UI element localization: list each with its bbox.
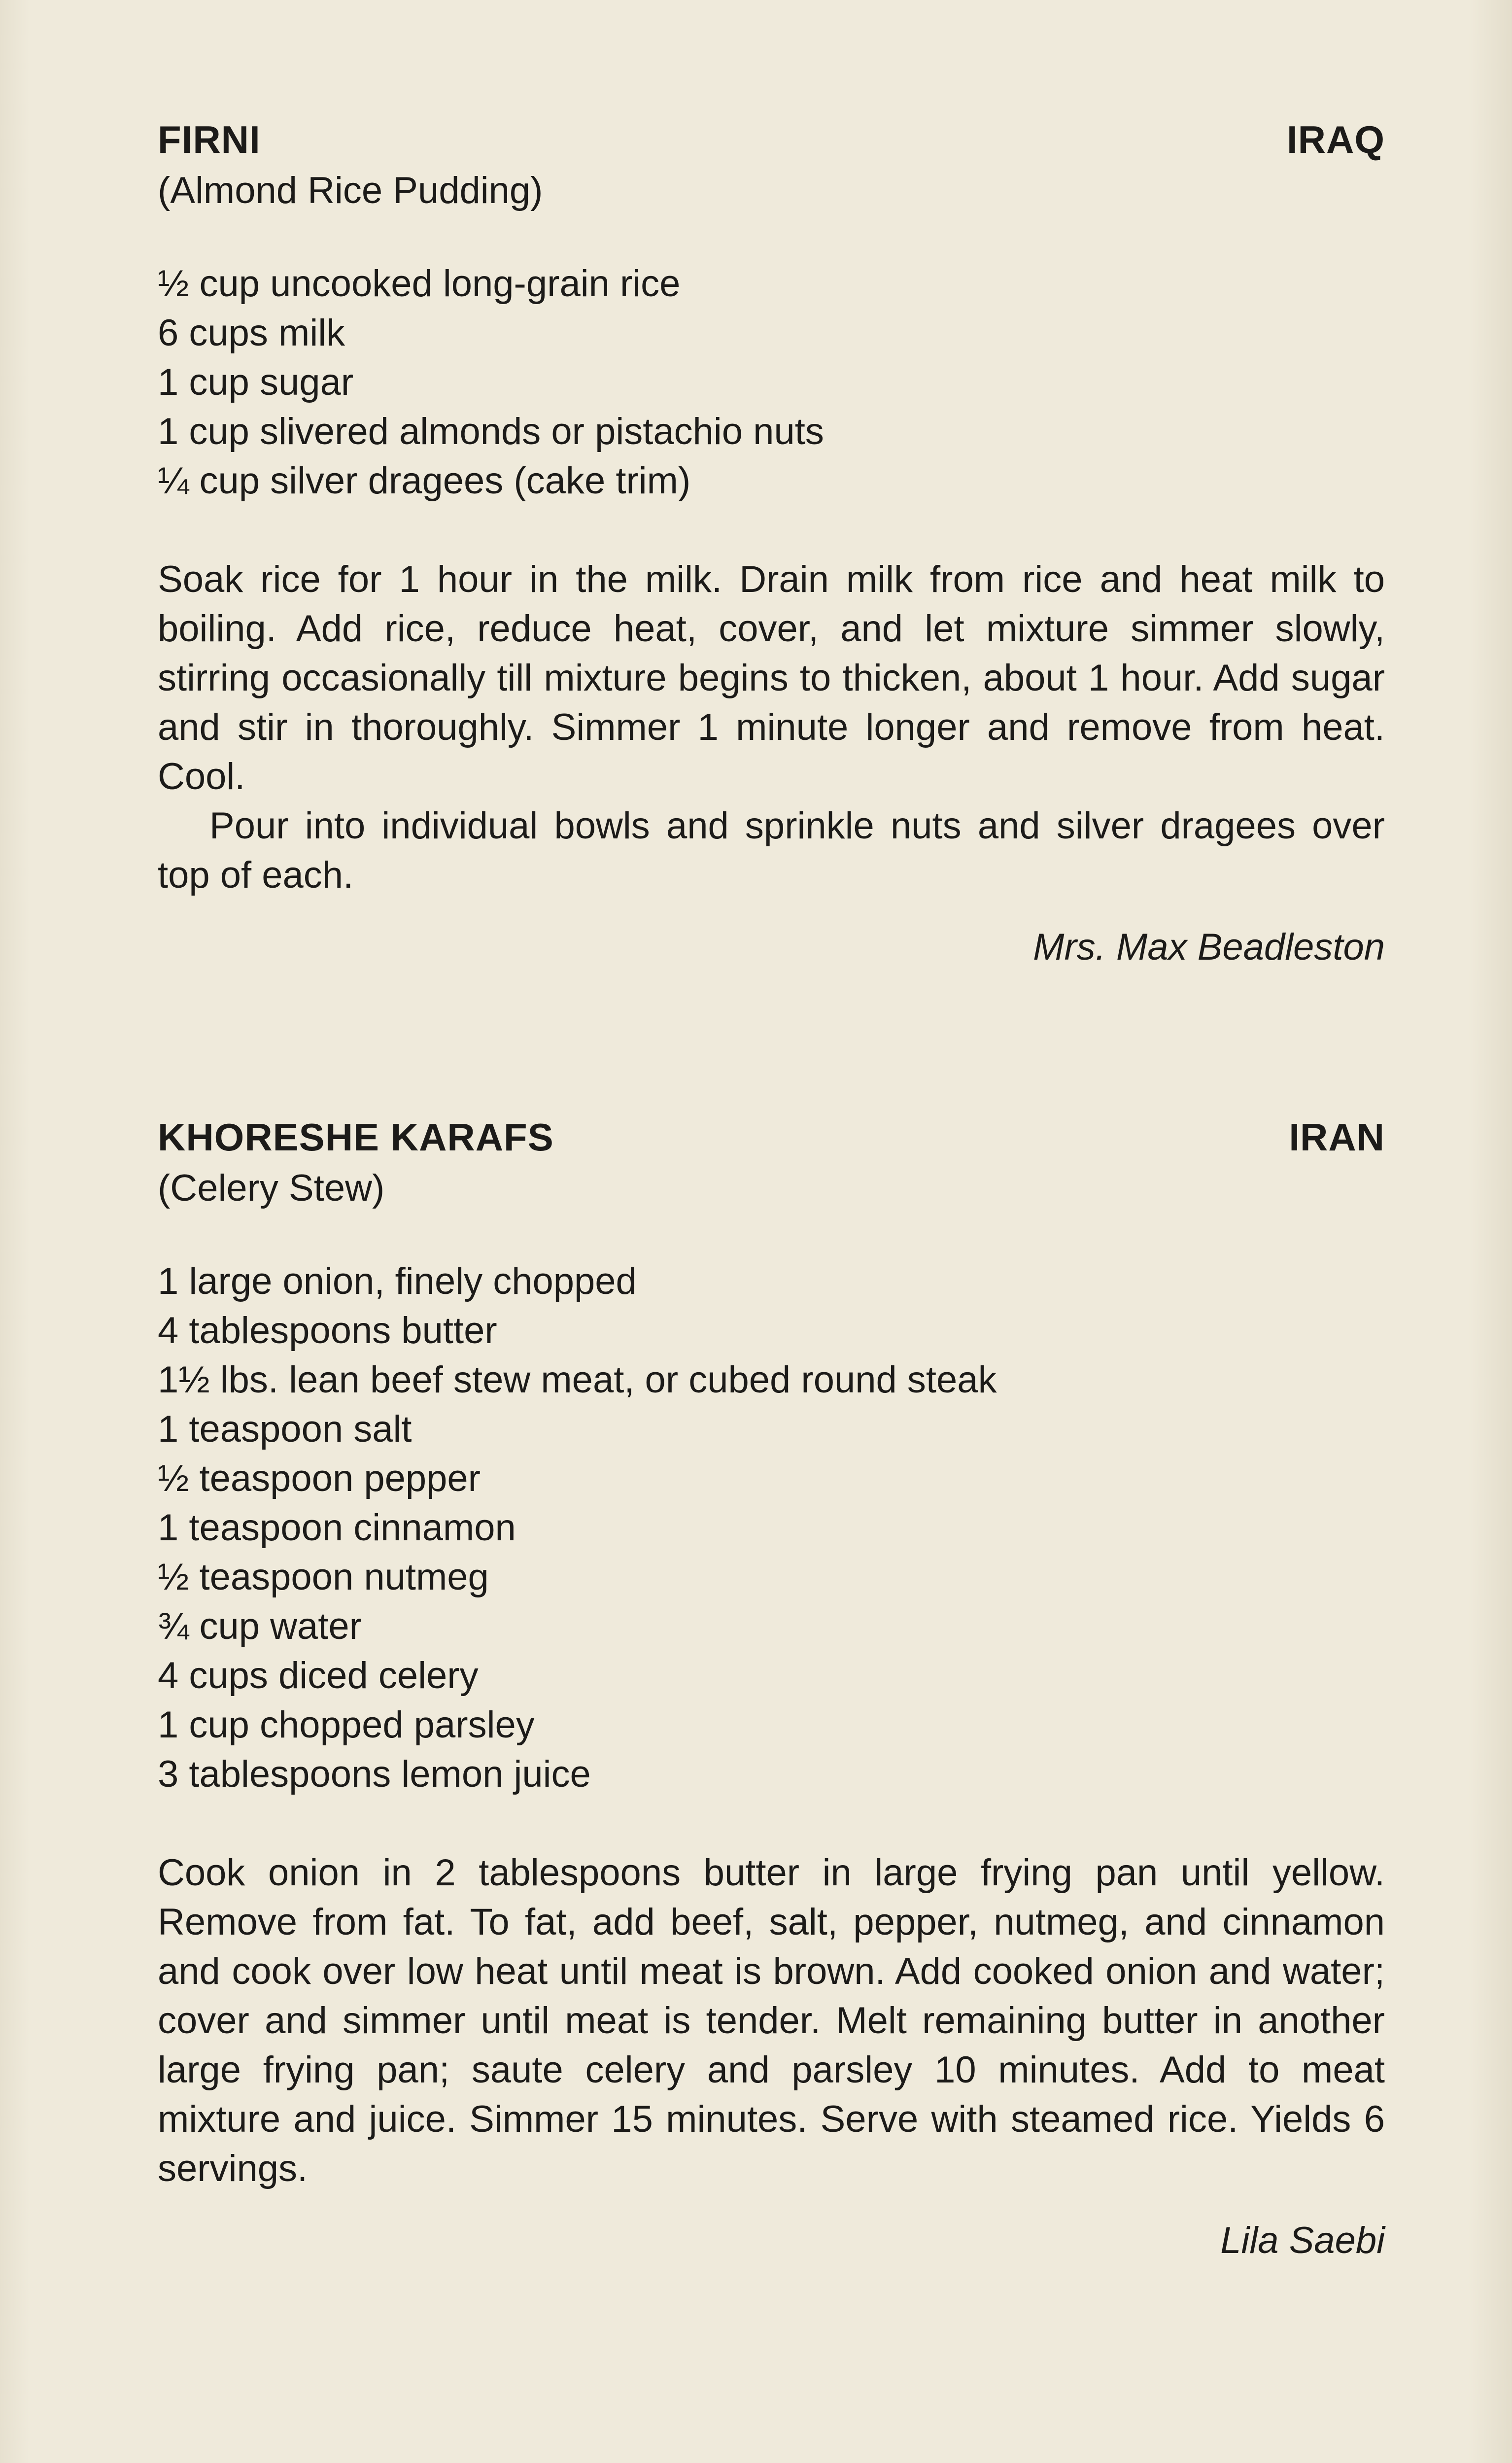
recipe-title: FIRNI xyxy=(158,118,261,161)
ingredient-item: 4 tablespoons butter xyxy=(158,1310,497,1352)
contributor-signature: Lila Saebi xyxy=(1220,2220,1385,2261)
ingredient-item: 1 cup sugar xyxy=(158,361,354,403)
instructions-paragraph: Pour into individual bowls and sprinkle nuts and silver dragees over top of each. xyxy=(158,805,1385,896)
contributor-signature: Mrs. Max Beadleston xyxy=(1033,926,1385,968)
ingredient-item: ½ cup uncooked long-grain rice xyxy=(158,263,681,305)
ingredient-item: 1 large onion, finely chopped xyxy=(158,1260,637,1302)
recipe-header xyxy=(158,1115,1385,1160)
recipe-country: IRAN xyxy=(1289,1115,1385,1159)
ingredient-item: 1 cup slivered almonds or pistachio nuts xyxy=(158,411,824,452)
ingredient-item: 1 cup chopped parsley xyxy=(158,1704,535,1746)
ingredient-item: ½ teaspoon pepper xyxy=(158,1457,481,1499)
ingredient-list xyxy=(158,259,1385,506)
ingredient-item: ¾ cup water xyxy=(158,1605,362,1647)
ingredient-item: 4 cups diced celery xyxy=(158,1655,479,1697)
ingredient-item: 1 teaspoon cinnamon xyxy=(158,1507,516,1549)
ingredient-list xyxy=(158,1257,1385,1799)
ingredient-item: 1½ lbs. lean beef stew meat, or cubed round steak xyxy=(158,1359,997,1401)
ingredient-item: ¼ cup silver dragees (cake trim) xyxy=(158,460,691,502)
recipe-firni xyxy=(158,117,1385,969)
ingredient-item: 3 tablespoons lemon juice xyxy=(158,1753,591,1795)
recipe-subtitle: (Almond Rice Pudding) xyxy=(158,170,543,211)
recipe-title: KHORESHE KARAFS xyxy=(158,1115,554,1159)
ingredient-item: 6 cups milk xyxy=(158,312,345,354)
ingredient-item: 1 teaspoon salt xyxy=(158,1408,412,1450)
instructions-paragraph: Soak rice for 1 hour in the milk. Drain milk from rice and heat milk to boiling. Add rice, reduce heat, cover, and let mixture simmer slowly, stirring occasionally till mixture begins to thicken, about 1 hour. Add sugar and stir in thoroughly. Simmer 1 minute longer and remove from heat. Cool. xyxy=(158,558,1385,798)
recipe-subtitle: (Celery Stew) xyxy=(158,1167,385,1209)
ingredient-item: ½ teaspoon nutmeg xyxy=(158,1556,489,1598)
recipe-country: IRAQ xyxy=(1287,118,1385,161)
instructions-paragraph: Cook onion in 2 tablespoons butter in large frying pan until yellow. Remove from fat. To fat, add beef, salt, pepper, nutmeg, and cinnamon and cook over low heat until meat is brown. Add cooked onion and water; cover and simmer until meat is tender. Melt remaining butter in another large frying pan; saute celery and parsley 10 minutes. Add to meat mixture and juice. Simmer 15 minutes. Serve with steamed rice. Yields 6 servings. xyxy=(158,1852,1385,2189)
recipe-header xyxy=(158,117,1385,162)
recipe-khoreshe-karafs xyxy=(158,1115,1385,2262)
